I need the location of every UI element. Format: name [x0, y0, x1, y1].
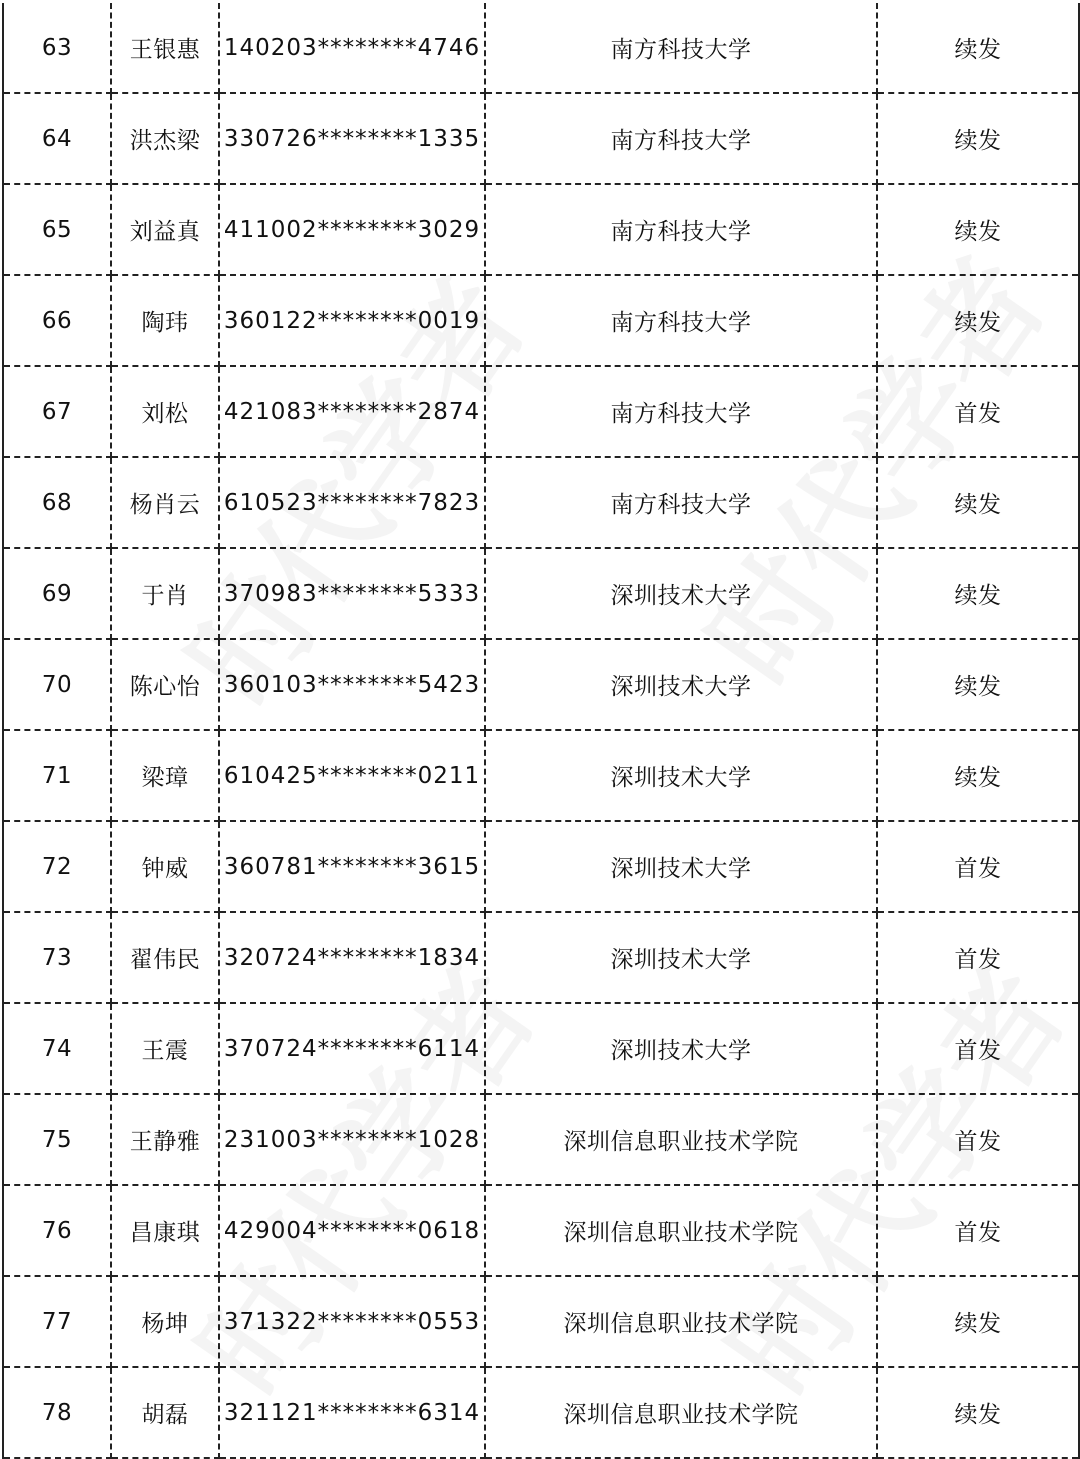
issue-type: 首发 [877, 821, 1079, 912]
person-name: 刘益真 [111, 184, 219, 275]
school-name: 南方科技大学 [485, 275, 877, 366]
roster-table [2, 3, 1080, 1459]
id-number: 411002********3029 [219, 184, 485, 275]
school-name: 南方科技大学 [485, 457, 877, 548]
table-row [3, 912, 1079, 1003]
issue-type: 续发 [877, 548, 1079, 639]
row-number: 73 [3, 912, 111, 1003]
id-number: 610523********7823 [219, 457, 485, 548]
id-number: 330726********1335 [219, 93, 485, 184]
issue-type: 续发 [877, 275, 1079, 366]
table-row [3, 1367, 1079, 1458]
row-number: 74 [3, 1003, 111, 1094]
table-row [3, 366, 1079, 457]
school-name: 深圳技术大学 [485, 912, 877, 1003]
table-row [3, 93, 1079, 184]
table-row [3, 3, 1079, 93]
person-name: 洪杰梁 [111, 93, 219, 184]
issue-type: 续发 [877, 184, 1079, 275]
row-number: 77 [3, 1276, 111, 1367]
id-number: 140203********4746 [219, 3, 485, 93]
row-number: 68 [3, 457, 111, 548]
person-name: 王静雅 [111, 1094, 219, 1185]
issue-type: 首发 [877, 1094, 1079, 1185]
school-name: 深圳信息职业技术学院 [485, 1094, 877, 1185]
school-name: 深圳技术大学 [485, 730, 877, 821]
person-name: 杨坤 [111, 1276, 219, 1367]
person-name: 钟威 [111, 821, 219, 912]
id-number: 320724********1834 [219, 912, 485, 1003]
table-row [3, 639, 1079, 730]
issue-type: 续发 [877, 457, 1079, 548]
table-row [3, 184, 1079, 275]
row-number: 72 [3, 821, 111, 912]
row-number: 69 [3, 548, 111, 639]
table-row [3, 730, 1079, 821]
person-name: 翟伟民 [111, 912, 219, 1003]
row-number: 67 [3, 366, 111, 457]
issue-type: 续发 [877, 730, 1079, 821]
person-name: 杨肖云 [111, 457, 219, 548]
school-name: 南方科技大学 [485, 184, 877, 275]
person-name: 王震 [111, 1003, 219, 1094]
school-name: 深圳技术大学 [485, 1003, 877, 1094]
issue-type: 续发 [877, 1367, 1079, 1458]
person-name: 刘松 [111, 366, 219, 457]
row-number: 78 [3, 1367, 111, 1458]
id-number: 371322********0553 [219, 1276, 485, 1367]
school-name: 南方科技大学 [485, 3, 877, 93]
row-number: 66 [3, 275, 111, 366]
id-number: 610425********0211 [219, 730, 485, 821]
school-name: 深圳技术大学 [485, 639, 877, 730]
issue-type: 首发 [877, 912, 1079, 1003]
table-row [3, 1094, 1079, 1185]
person-name: 王银惠 [111, 3, 219, 93]
issue-type: 续发 [877, 93, 1079, 184]
person-name: 陶玮 [111, 275, 219, 366]
person-name: 昌康琪 [111, 1185, 219, 1276]
table-row [3, 548, 1079, 639]
issue-type: 首发 [877, 1185, 1079, 1276]
id-number: 321121********6314 [219, 1367, 485, 1458]
id-number: 370724********6114 [219, 1003, 485, 1094]
id-number: 231003********1028 [219, 1094, 485, 1185]
row-number: 71 [3, 730, 111, 821]
row-number: 63 [3, 3, 111, 93]
id-number: 421083********2874 [219, 366, 485, 457]
table-row [3, 1003, 1079, 1094]
id-number: 360122********0019 [219, 275, 485, 366]
row-number: 70 [3, 639, 111, 730]
school-name: 深圳技术大学 [485, 821, 877, 912]
table-row [3, 275, 1079, 366]
id-number: 360103********5423 [219, 639, 485, 730]
roster-table-body [3, 3, 1079, 1458]
table-row [3, 1276, 1079, 1367]
issue-type: 续发 [877, 639, 1079, 730]
person-name: 陈心怡 [111, 639, 219, 730]
school-name: 深圳信息职业技术学院 [485, 1276, 877, 1367]
person-name: 于肖 [111, 548, 219, 639]
id-number: 370983********5333 [219, 548, 485, 639]
table-row [3, 1185, 1079, 1276]
id-number: 360781********3615 [219, 821, 485, 912]
issue-type: 首发 [877, 1003, 1079, 1094]
issue-type: 续发 [877, 1276, 1079, 1367]
issue-type: 首发 [877, 366, 1079, 457]
table-row [3, 821, 1079, 912]
row-number: 76 [3, 1185, 111, 1276]
table-row [3, 457, 1079, 548]
school-name: 深圳信息职业技术学院 [485, 1367, 877, 1458]
school-name: 南方科技大学 [485, 366, 877, 457]
row-number: 65 [3, 184, 111, 275]
id-number: 429004********0618 [219, 1185, 485, 1276]
person-name: 梁璋 [111, 730, 219, 821]
school-name: 深圳信息职业技术学院 [485, 1185, 877, 1276]
person-name: 胡磊 [111, 1367, 219, 1458]
row-number: 75 [3, 1094, 111, 1185]
row-number: 64 [3, 93, 111, 184]
school-name: 南方科技大学 [485, 93, 877, 184]
issue-type: 续发 [877, 3, 1079, 93]
school-name: 深圳技术大学 [485, 548, 877, 639]
